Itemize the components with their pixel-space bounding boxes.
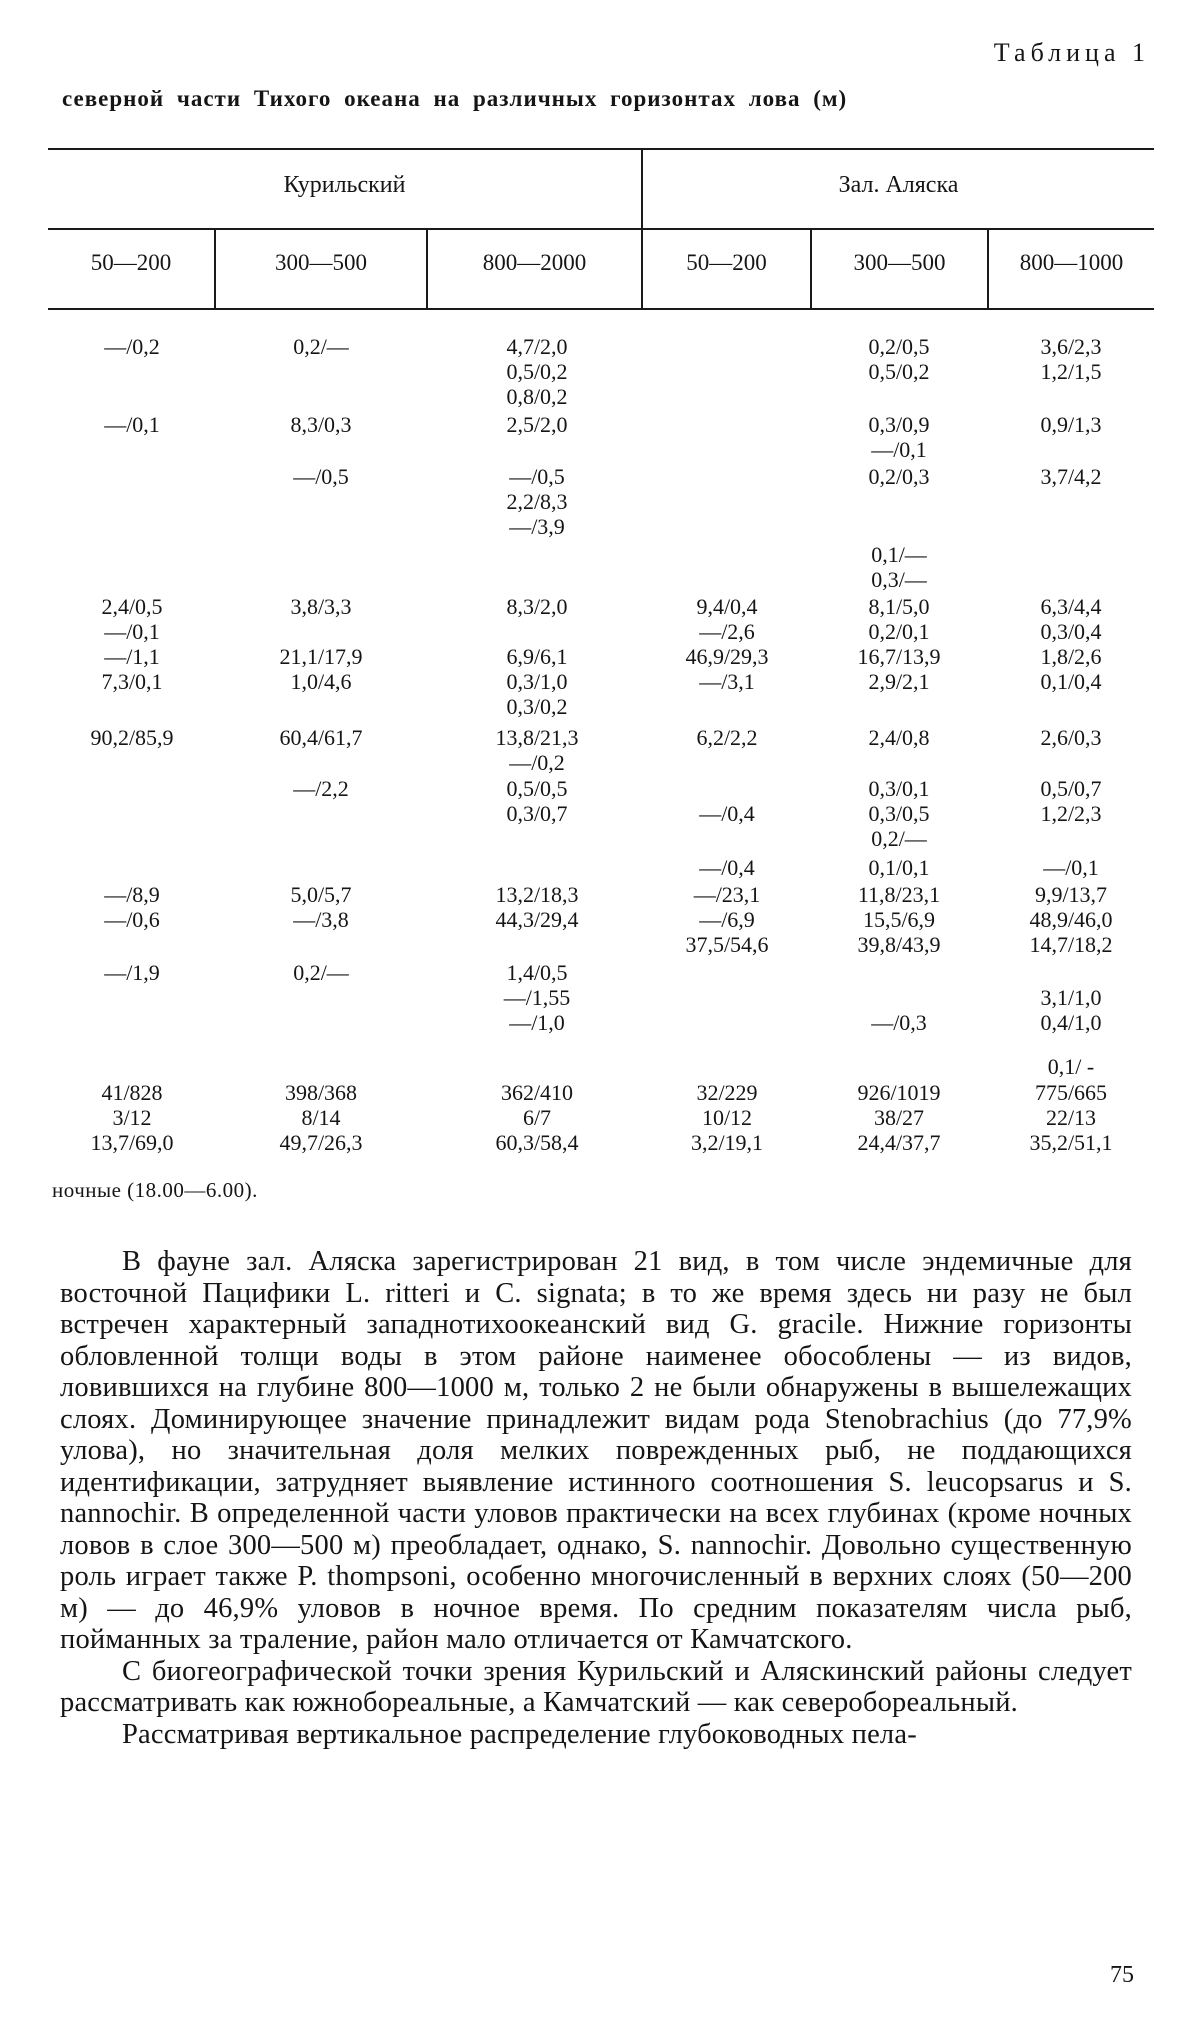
table-cell: 11,8/23,1 15,5/6,9 39,8/43,9 <box>857 882 941 957</box>
table-cell: 60,4/61,7 <box>279 725 363 750</box>
table-cell: 9,4/0,4 —/2,6 46,9/29,3 —/3,1 <box>685 594 769 694</box>
paragraph: Рассматривая вертикальное распределение глубоководных пела- <box>122 1718 917 1750</box>
table-cell: 8,3/0,3 <box>290 412 352 437</box>
table-cell: 2,6/0,3 <box>1040 725 1102 750</box>
table-cell: 362/410 6/7 60,3/58,4 <box>495 1080 579 1155</box>
column-header: 50—200 <box>90 250 172 275</box>
table-cell: 4,7/2,0 0,5/0,2 0,8/0,2 <box>506 334 568 409</box>
group-header-kuril: Курильский <box>283 172 406 198</box>
page-number: 75 <box>1110 1962 1134 1988</box>
table-caption: северной части Тихого океана на различных горизонтах лова (м) <box>62 86 848 111</box>
table-cell: —/0,5 2,2/8,3 —/3,9 <box>506 464 568 539</box>
table-cell: —/0,5 <box>293 464 349 489</box>
table-cell: 0,5/0,5 0,3/0,7 <box>506 776 568 826</box>
table-cell: 398/368 8/14 49,7/26,3 <box>279 1080 363 1155</box>
table-cell: 0,9/1,3 <box>1040 412 1102 437</box>
table-cell: 0,3/0,9 —/0,1 <box>868 412 930 462</box>
table-cell: 0,2/— <box>293 960 349 985</box>
table-cell: —/23,1 —/6,9 37,5/54,6 <box>685 882 769 957</box>
table-cell: 0,5/0,7 1,2/2,3 <box>1040 776 1102 826</box>
table-cell: 8,1/5,0 0,2/0,1 16,7/13,9 2,9/2,1 <box>857 594 941 694</box>
table-cell: —/0,4 <box>699 801 755 826</box>
table-cell: —/0,1 <box>104 412 160 437</box>
table-cell: 0,2/0,3 <box>868 464 930 489</box>
table-cell: 13,2/18,3 44,3/29,4 <box>495 882 579 932</box>
table-cell: —/0,1 <box>1043 855 1099 880</box>
table-cell: 9,9/13,7 48,9/46,0 14,7/18,2 <box>1029 882 1113 957</box>
column-header: 300—500 <box>853 250 946 275</box>
column-header: 800—1000 <box>1019 250 1124 275</box>
table-cell: 32/229 10/12 3,2/19,1 <box>690 1080 764 1155</box>
column-header: 800—2000 <box>482 250 587 275</box>
column-header: 300—500 <box>275 250 367 275</box>
body-text <box>60 1246 1132 1750</box>
table-cell: —/2,2 <box>293 776 349 801</box>
table-cell: 0,1/0,1 <box>868 855 930 880</box>
table-cell: 13,8/21,3 —/0,2 <box>495 725 579 775</box>
table-label: Таблица 1 <box>993 38 1150 67</box>
table-cell: 0,2/— <box>293 334 349 359</box>
table-cell: 3,1/1,0 0,4/1,0 <box>1040 985 1102 1035</box>
table-cell: 3,8/3,3 21,1/17,9 1,0/4,6 <box>279 594 363 694</box>
table-cell: 2,4/0,5 —/0,1 —/1,1 7,3/0,1 <box>101 594 163 694</box>
table-cell: 926/1019 38/27 24,4/37,7 <box>857 1080 941 1155</box>
table-cell: 8,3/2,0 6,9/6,1 0,3/1,0 0,3/0,2 <box>506 594 568 719</box>
table-cell: 0,1/— 0,3/— <box>871 542 927 592</box>
table-cell: 775/665 22/13 35,2/51,1 <box>1029 1080 1113 1155</box>
table-cell: —/0,4 <box>699 855 755 880</box>
table-cell: —/1,9 <box>104 960 160 985</box>
column-header: 50—200 <box>686 250 767 275</box>
table-cell: —/0,2 <box>104 334 160 359</box>
table-footnote: ночные (18.00—6.00). <box>52 1178 258 1202</box>
table-cell: 3,7/4,2 <box>1040 464 1102 489</box>
table-cell: 1,4/0,5 —/1,55 —/1,0 <box>503 960 571 1035</box>
paragraph: С биогеографической точки зрения Курильский и Аляскинский районы следует рассматривать как южнобореальные, а Камчатский — как северобореальный. <box>60 1655 1132 1718</box>
table-cell: 3,6/2,3 1,2/1,5 <box>1040 334 1102 384</box>
table-cell: 0,2/0,5 0,5/0,2 <box>868 334 930 384</box>
paragraph: В фауне зал. Аляска зарегистрирован 21 вид, в том числе эндемичные для восточной Пацифики L. ritteri и C. signata; в то же время здесь ни разу не был встречен характерный западнотихоокеанский вид G. gracile. Нижние горизонты обловленной толщи воды в этом районе наименее обособлены — из видов, ловившихся на глубине 800—1000 м, только 2 не были обнаружены в вышележащих слоях. Доминирующее значение принадлежит видам рода Stenobrachius (до 77,9% улова), но значительная доля мелких поврежденных рыб, не поддающихся идентификации, затрудняет выявление истинного соотношения S. leucopsarus и S. nannochir. В определенной части уловов практически на всех глубинах (кроме ночных ловов в слое 300—500 м) преобладает, однако, S. nannochir. Довольно существенную роль играет также P. thompsoni, особенно многочисленный в верхних слоях (50—200 м) — до 46,9% уловов в ночное время. По средним показателям числа рыб, пойманных за траление, район мало отличается от Камчатского. <box>60 1246 1132 1655</box>
table-cell: 5,0/5,7 —/3,8 <box>290 882 352 932</box>
table-cell: —/8,9 —/0,6 <box>104 882 160 932</box>
table-cell: —/0,3 <box>871 1010 927 1035</box>
table-cell: 0,3/0,1 0,3/0,5 0,2/— <box>868 776 930 851</box>
group-header-alaska: Зал. Аляска <box>838 172 959 198</box>
table-cell: 2,4/0,8 <box>868 725 930 750</box>
table-cell: 0,1/ - <box>1047 1054 1095 1079</box>
table-cell: 6,2/2,2 <box>696 725 758 750</box>
table-cell: 90,2/85,9 <box>90 725 174 750</box>
table-cell: 41/828 3/12 13,7/69,0 <box>90 1080 174 1155</box>
table-top-rule <box>48 148 1154 150</box>
table-cell: 2,5/2,0 <box>506 412 568 437</box>
table-cell: 6,3/4,4 0,3/0,4 1,8/2,6 0,1/0,4 <box>1040 594 1102 694</box>
